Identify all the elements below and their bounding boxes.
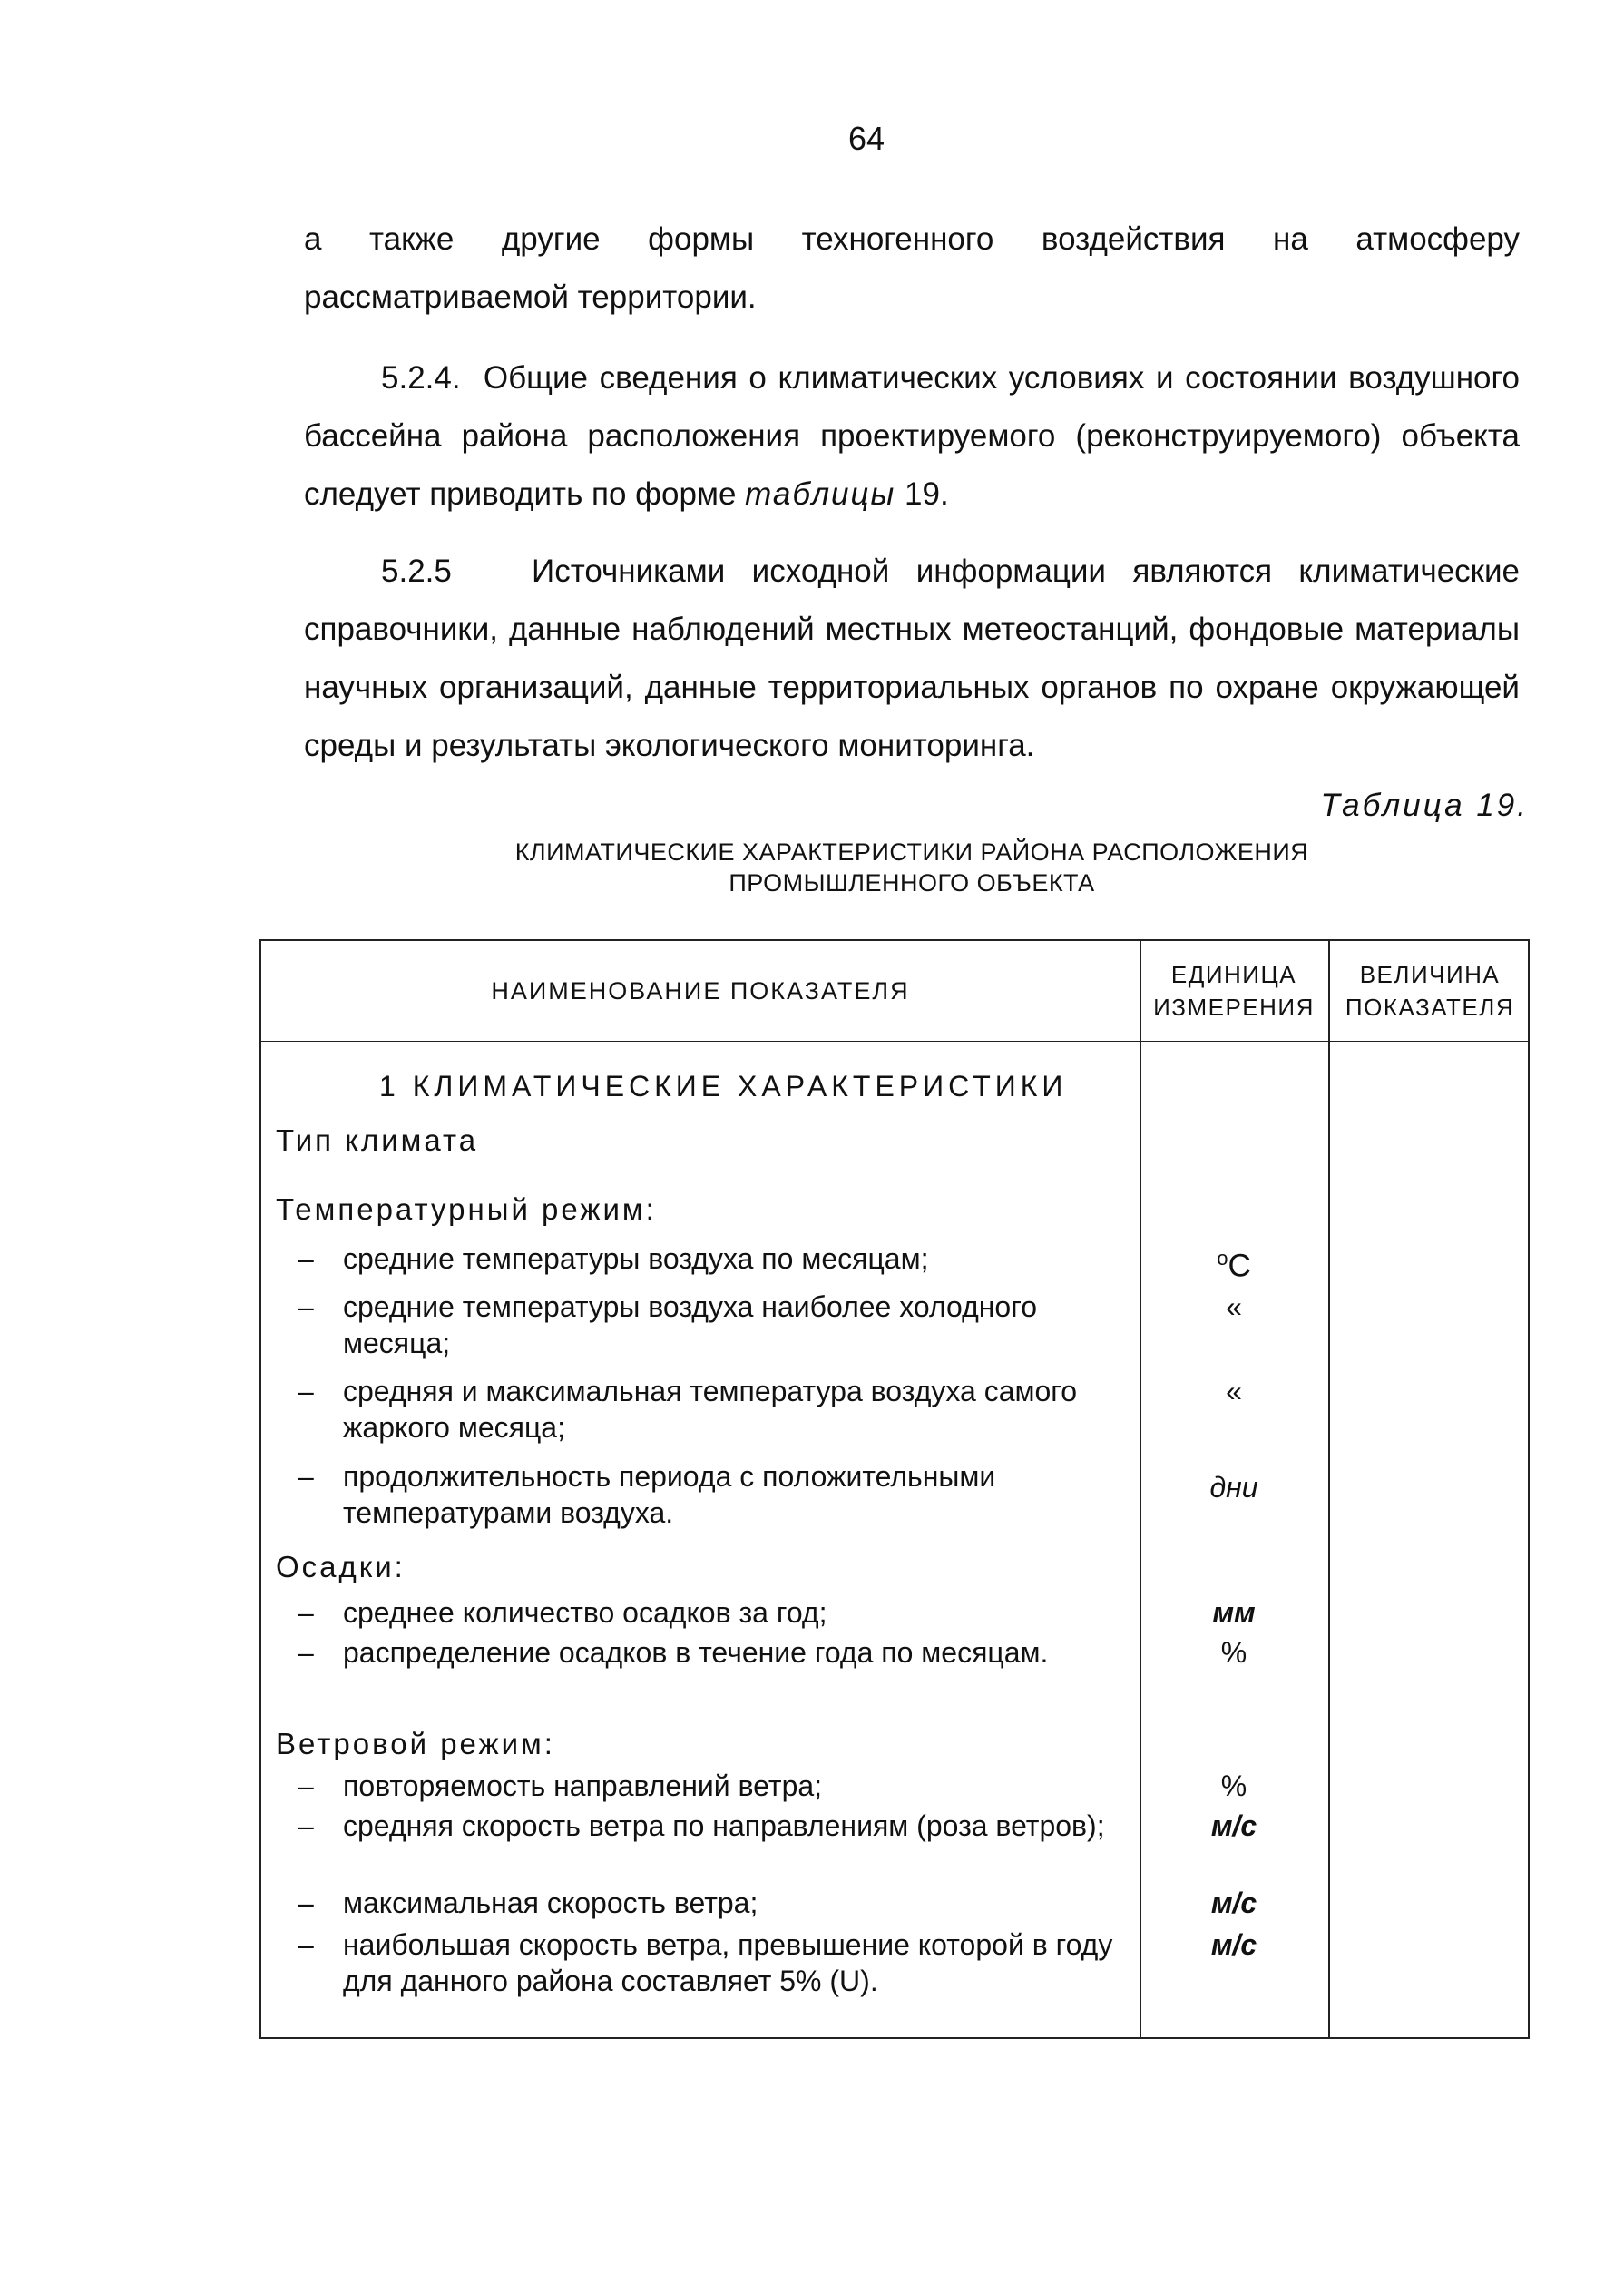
precip-item-2: распределение осадков в течение года по месяцам. [343,1636,1049,1669]
temp-item-3: средняя и максимальная температура воздуха самого жаркого месяца; [343,1375,1078,1444]
list-dash: – [298,1809,314,1842]
climate-table [259,939,1530,2039]
temp-unit-2: « [1226,1290,1242,1323]
list-dash: – [298,1596,314,1629]
page-number: 64 [847,120,885,157]
header-value [1328,941,1531,1041]
paragraph-1 [304,211,1520,327]
paragraph-text: Общие сведения о климатических условиях и состоянии воздушного бассейна района расположения проектируемого (реконструируемого) объекта следует приводить по форме [304,360,1520,512]
paragraph-1-text: а также другие формы техногенного воздействия на атмосферу рассматриваемой территории. [304,221,1520,315]
table-label: Таблица 19. [1320,788,1529,823]
wind-item-4: наибольшая скорость ветра, превышение которой в году для данного района составляет 5% (U). [343,1928,1113,1997]
table-title-line-1: КЛИМАТИЧЕСКИЕ ХАРАКТЕРИСТИКИ РАЙОНА РАСПОЛОЖЕНИЯ [514,838,1309,866]
column-divider [1328,941,1330,2037]
unit-c: С [1228,1248,1251,1284]
temp-item-4: продолжительность периода с положительными температурами воздуха. [343,1460,996,1529]
header-unit [1140,941,1328,1041]
temp-unit-3: « [1226,1375,1242,1407]
section-title: 1 КЛИМАТИЧЕСКИЕ ХАРАКТЕРИСТИКИ [379,1070,1068,1103]
precipitation-group-label: Осадки: [276,1550,406,1583]
list-dash: – [298,1636,314,1669]
precip-item-1: среднее количество осадков за год; [343,1596,827,1629]
list-dash: – [298,1769,314,1802]
header-value-line-1: ВЕЛИЧИНА [1359,961,1501,988]
wind-unit-1: % [1220,1769,1247,1802]
wind-unit-2: м/с [1210,1809,1257,1842]
list-dash: – [298,1375,314,1407]
list-dash: – [298,1242,314,1275]
paragraph-italic-reference: таблицы [745,476,896,512]
table-title-line-2: ПРОМЫШЛЕННОГО ОБЪЕКТА [729,869,1095,897]
paragraph-5-2-4 [304,349,1520,524]
temp-unit-1 [1140,1240,1328,1285]
paragraph-number: 5.2.5 [381,554,452,589]
header-unit-line-1: ЕДИНИЦА [1170,961,1297,988]
temperature-group-label: Температурный режим: [276,1192,657,1226]
header-unit-line-2: ИЗМЕРЕНИЯ [1153,994,1315,1021]
wind-item-2: средняя скорость ветра по направлениям (роза ветров); [343,1809,1105,1842]
precip-unit-1: мм [1212,1596,1256,1629]
wind-group-label: Ветровой режим: [276,1727,555,1760]
precip-unit-2: % [1220,1636,1247,1669]
paragraph-text: Источниками исходной информации являются климатические справочники, данные наблюдений местных метеостанций, фондовые материалы научных организаций, данные территориальных органов по охране окружающей среды и результаты экологического мониторинга. [304,554,1520,763]
table-title [454,837,1370,898]
temp-item-2: средние температуры воздуха наиболее холодного месяца; [343,1290,1037,1359]
list-dash: – [298,1887,314,1919]
wind-unit-4: м/с [1210,1928,1257,1961]
wind-unit-3: м/с [1210,1887,1257,1919]
temp-item-1: средние температуры воздуха по месяцам; [343,1242,929,1275]
paragraph-5-2-5 [304,543,1520,775]
wind-item-1: повторяемость направлений ветра; [343,1769,823,1802]
wind-item-3: максимальная скорость ветра; [343,1887,758,1919]
list-dash: – [298,1928,314,1961]
header-value-line-2: ПОКАЗАТЕЛЯ [1345,994,1515,1021]
degree-mark: о [1217,1247,1228,1269]
header-divider [261,1041,1528,1044]
header-indicator-name: НАИМЕНОВАНИЕ ПОКАЗАТЕЛЯ [491,977,910,1005]
list-dash: – [298,1290,314,1323]
temp-unit-4: дни [1209,1471,1258,1504]
climate-type-label: Тип климата [276,1123,479,1157]
list-dash: – [298,1460,314,1493]
paragraph-number: 5.2.4. [381,360,461,396]
paragraph-text-end: 19. [905,476,949,512]
